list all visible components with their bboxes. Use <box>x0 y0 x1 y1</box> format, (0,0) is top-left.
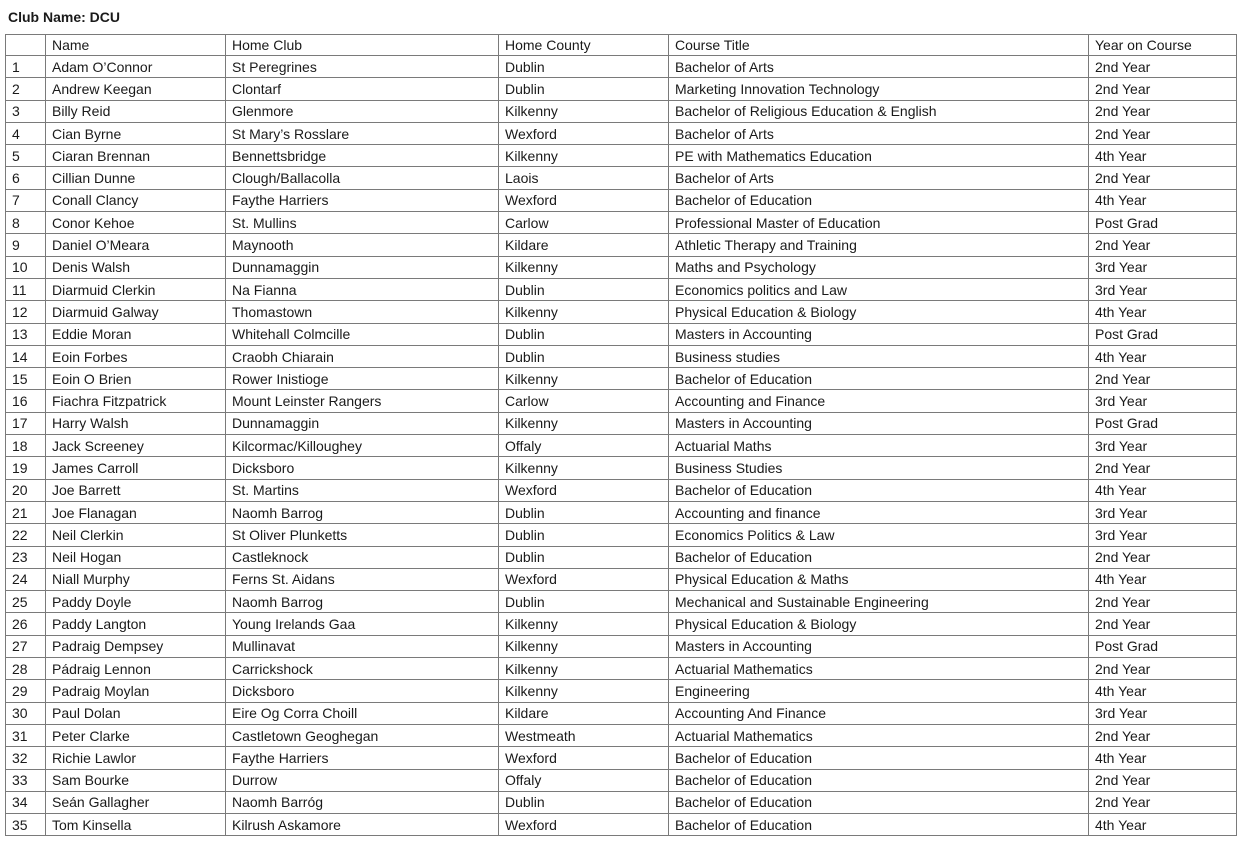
home-county-cell: Dublin <box>499 591 669 613</box>
course-title-cell: Bachelor of Education <box>669 368 1089 390</box>
row-number-cell: 22 <box>6 524 46 546</box>
table-row <box>6 100 1237 122</box>
table-row <box>6 345 1237 367</box>
home-county-cell: Laois <box>499 167 669 189</box>
home-club-cell: Young Irelands Gaa <box>226 613 499 635</box>
year-on-course-cell: 2nd Year <box>1089 78 1237 100</box>
home-county-cell: Kilkenny <box>499 412 669 434</box>
course-title-cell: Marketing Innovation Technology <box>669 78 1089 100</box>
year-on-course-cell: 2nd Year <box>1089 769 1237 791</box>
player-name-cell: Eddie Moran <box>46 323 226 345</box>
home-club-cell: Dicksboro <box>226 680 499 702</box>
row-number-cell: 35 <box>6 814 46 836</box>
course-title-cell: Masters in Accounting <box>669 412 1089 434</box>
table-row <box>6 122 1237 144</box>
row-number-cell: 12 <box>6 301 46 323</box>
player-name-cell: Neil Hogan <box>46 546 226 568</box>
course-title-cell: Mechanical and Sustainable Engineering <box>669 591 1089 613</box>
player-name-cell: Conall Clancy <box>46 189 226 211</box>
course-title-cell: Bachelor of Education <box>669 189 1089 211</box>
course-title-cell: Actuarial Mathematics <box>669 724 1089 746</box>
table-row <box>6 256 1237 278</box>
player-name-cell: Cillian Dunne <box>46 167 226 189</box>
year-on-course-cell: 2nd Year <box>1089 56 1237 78</box>
table-row <box>6 189 1237 211</box>
course-title-cell: Accounting and Finance <box>669 390 1089 412</box>
player-name-cell: Andrew Keegan <box>46 78 226 100</box>
header-home-county: Home County <box>499 35 669 56</box>
player-name-cell: Cian Byrne <box>46 122 226 144</box>
year-on-course-cell: 3rd Year <box>1089 256 1237 278</box>
year-on-course-cell: 2nd Year <box>1089 368 1237 390</box>
year-on-course-cell: 4th Year <box>1089 145 1237 167</box>
home-county-cell: Dublin <box>499 278 669 300</box>
player-name-cell: Pádraig Lennon <box>46 658 226 680</box>
club-name-title: Club Name: DCU <box>8 9 121 25</box>
course-title-cell: Accounting and finance <box>669 501 1089 523</box>
row-number-cell: 34 <box>6 791 46 813</box>
table-row <box>6 769 1237 791</box>
table-row <box>6 791 1237 813</box>
row-number-cell: 13 <box>6 323 46 345</box>
home-county-cell: Kildare <box>499 702 669 724</box>
home-county-cell: Kilkenny <box>499 613 669 635</box>
header-course-title: Course Title <box>669 35 1089 56</box>
row-number-cell: 1 <box>6 56 46 78</box>
row-number-cell: 31 <box>6 724 46 746</box>
player-name-cell: Niall Murphy <box>46 568 226 590</box>
course-title-cell: Bachelor of Education <box>669 814 1089 836</box>
player-name-cell: Diarmuid Galway <box>46 301 226 323</box>
home-county-cell: Dublin <box>499 546 669 568</box>
header-name: Name <box>46 35 226 56</box>
player-name-cell: Tom Kinsella <box>46 814 226 836</box>
year-on-course-cell: 4th Year <box>1089 301 1237 323</box>
home-county-cell: Kilkenny <box>499 658 669 680</box>
home-county-cell: Wexford <box>499 479 669 501</box>
home-club-cell: Craobh Chiarain <box>226 345 499 367</box>
row-number-cell: 33 <box>6 769 46 791</box>
row-number-cell: 2 <box>6 78 46 100</box>
table-row <box>6 278 1237 300</box>
table-row <box>6 412 1237 434</box>
course-title-cell: Business studies <box>669 345 1089 367</box>
table-row <box>6 390 1237 412</box>
home-county-cell: Dublin <box>499 345 669 367</box>
home-county-cell: Wexford <box>499 814 669 836</box>
player-name-cell: Peter Clarke <box>46 724 226 746</box>
year-on-course-cell: 3rd Year <box>1089 278 1237 300</box>
table-row <box>6 546 1237 568</box>
home-club-cell: Eire Og Corra Choill <box>226 702 499 724</box>
home-county-cell: Wexford <box>499 122 669 144</box>
header-year-on-course: Year on Course <box>1089 35 1237 56</box>
course-title-cell: Bachelor of Education <box>669 747 1089 769</box>
home-club-cell: Dicksboro <box>226 457 499 479</box>
player-name-cell: Sam Bourke <box>46 769 226 791</box>
course-title-cell: Physical Education & Biology <box>669 301 1089 323</box>
table-row <box>6 568 1237 590</box>
table-row <box>6 234 1237 256</box>
table-row <box>6 368 1237 390</box>
course-title-cell: Athletic Therapy and Training <box>669 234 1089 256</box>
home-club-cell: Mullinavat <box>226 635 499 657</box>
course-title-cell: Business Studies <box>669 457 1089 479</box>
home-club-cell: Glenmore <box>226 100 499 122</box>
home-county-cell: Dublin <box>499 501 669 523</box>
course-title-cell: Bachelor of Education <box>669 791 1089 813</box>
year-on-course-cell: Post Grad <box>1089 212 1237 234</box>
table-row <box>6 814 1237 836</box>
course-title-cell: Bachelor of Arts <box>669 56 1089 78</box>
header-number <box>6 35 46 56</box>
home-club-cell: Naomh Barróg <box>226 791 499 813</box>
player-name-cell: Adam O’Connor <box>46 56 226 78</box>
home-county-cell: Dublin <box>499 323 669 345</box>
course-title-cell: Economics Politics & Law <box>669 524 1089 546</box>
home-club-cell: Faythe Harriers <box>226 747 499 769</box>
home-club-cell: Na Fianna <box>226 278 499 300</box>
table-row <box>6 591 1237 613</box>
year-on-course-cell: 3rd Year <box>1089 435 1237 457</box>
year-on-course-cell: 2nd Year <box>1089 122 1237 144</box>
player-name-cell: Jack Screeney <box>46 435 226 457</box>
home-county-cell: Wexford <box>499 568 669 590</box>
year-on-course-cell: Post Grad <box>1089 635 1237 657</box>
row-number-cell: 20 <box>6 479 46 501</box>
course-title-cell: Bachelor of Education <box>669 479 1089 501</box>
course-title-cell: Bachelor of Arts <box>669 122 1089 144</box>
home-club-cell: Castleknock <box>226 546 499 568</box>
year-on-course-cell: 4th Year <box>1089 189 1237 211</box>
year-on-course-cell: 3rd Year <box>1089 702 1237 724</box>
row-number-cell: 19 <box>6 457 46 479</box>
home-county-cell: Carlow <box>499 212 669 234</box>
home-county-cell: Wexford <box>499 747 669 769</box>
year-on-course-cell: 2nd Year <box>1089 100 1237 122</box>
player-name-cell: Padraig Moylan <box>46 680 226 702</box>
row-number-cell: 18 <box>6 435 46 457</box>
home-county-cell: Kilkenny <box>499 457 669 479</box>
home-county-cell: Wexford <box>499 189 669 211</box>
table-row <box>6 212 1237 234</box>
player-name-cell: Padraig Dempsey <box>46 635 226 657</box>
course-title-cell: Professional Master of Education <box>669 212 1089 234</box>
year-on-course-cell: 2nd Year <box>1089 724 1237 746</box>
course-title-cell: Bachelor of Education <box>669 769 1089 791</box>
course-title-cell: Maths and Psychology <box>669 256 1089 278</box>
row-number-cell: 21 <box>6 501 46 523</box>
year-on-course-cell: 2nd Year <box>1089 591 1237 613</box>
row-number-cell: 14 <box>6 345 46 367</box>
home-club-cell: Castletown Geoghegan <box>226 724 499 746</box>
year-on-course-cell: 2nd Year <box>1089 234 1237 256</box>
player-name-cell: Fiachra Fitzpatrick <box>46 390 226 412</box>
row-number-cell: 16 <box>6 390 46 412</box>
year-on-course-cell: Post Grad <box>1089 323 1237 345</box>
home-county-cell: Offaly <box>499 769 669 791</box>
home-club-cell: Clontarf <box>226 78 499 100</box>
home-club-cell: St Mary’s Rosslare <box>226 122 499 144</box>
header-home-club: Home Club <box>226 35 499 56</box>
row-number-cell: 24 <box>6 568 46 590</box>
player-name-cell: Harry Walsh <box>46 412 226 434</box>
course-title-cell: Accounting And Finance <box>669 702 1089 724</box>
home-county-cell: Offaly <box>499 435 669 457</box>
row-number-cell: 25 <box>6 591 46 613</box>
home-club-cell: Dunnamaggin <box>226 412 499 434</box>
home-club-cell: Mount Leinster Rangers <box>226 390 499 412</box>
home-club-cell: St. Martins <box>226 479 499 501</box>
table-row <box>6 613 1237 635</box>
table-row <box>6 78 1237 100</box>
year-on-course-cell: 3rd Year <box>1089 390 1237 412</box>
course-title-cell: Actuarial Maths <box>669 435 1089 457</box>
row-number-cell: 6 <box>6 167 46 189</box>
row-number-cell: 29 <box>6 680 46 702</box>
row-number-cell: 23 <box>6 546 46 568</box>
home-club-cell: Thomastown <box>226 301 499 323</box>
home-club-cell: Clough/Ballacolla <box>226 167 499 189</box>
course-title-cell: Bachelor of Arts <box>669 167 1089 189</box>
row-number-cell: 7 <box>6 189 46 211</box>
course-title-cell: PE with Mathematics Education <box>669 145 1089 167</box>
home-club-cell: Naomh Barrog <box>226 501 499 523</box>
year-on-course-cell: 2nd Year <box>1089 546 1237 568</box>
home-county-cell: Kilkenny <box>499 368 669 390</box>
row-number-cell: 26 <box>6 613 46 635</box>
home-club-cell: Whitehall Colmcille <box>226 323 499 345</box>
year-on-course-cell: 4th Year <box>1089 345 1237 367</box>
home-county-cell: Kilkenny <box>499 635 669 657</box>
player-name-cell: Conor Kehoe <box>46 212 226 234</box>
player-name-cell: Paul Dolan <box>46 702 226 724</box>
year-on-course-cell: 3rd Year <box>1089 501 1237 523</box>
player-name-cell: Seán Gallagher <box>46 791 226 813</box>
year-on-course-cell: 2nd Year <box>1089 658 1237 680</box>
course-title-cell: Bachelor of Religious Education & English <box>669 100 1089 122</box>
row-number-cell: 5 <box>6 145 46 167</box>
year-on-course-cell: Post Grad <box>1089 412 1237 434</box>
home-club-cell: Carrickshock <box>226 658 499 680</box>
table-row <box>6 658 1237 680</box>
home-club-cell: St. Mullins <box>226 212 499 234</box>
row-number-cell: 30 <box>6 702 46 724</box>
row-number-cell: 4 <box>6 122 46 144</box>
table-row <box>6 323 1237 345</box>
table-row <box>6 167 1237 189</box>
course-title-cell: Physical Education & Maths <box>669 568 1089 590</box>
row-number-cell: 28 <box>6 658 46 680</box>
home-county-cell: Dublin <box>499 791 669 813</box>
row-number-cell: 17 <box>6 412 46 434</box>
player-name-cell: Neil Clerkin <box>46 524 226 546</box>
year-on-course-cell: 4th Year <box>1089 680 1237 702</box>
row-number-cell: 3 <box>6 100 46 122</box>
player-name-cell: Richie Lawlor <box>46 747 226 769</box>
home-county-cell: Dublin <box>499 56 669 78</box>
table-header-row <box>6 35 1237 56</box>
row-number-cell: 11 <box>6 278 46 300</box>
year-on-course-cell: 4th Year <box>1089 747 1237 769</box>
home-club-cell: Faythe Harriers <box>226 189 499 211</box>
year-on-course-cell: 2nd Year <box>1089 613 1237 635</box>
row-number-cell: 15 <box>6 368 46 390</box>
home-club-cell: Naomh Barrog <box>226 591 499 613</box>
home-club-cell: Kilcormac/Killoughey <box>226 435 499 457</box>
table-row <box>6 457 1237 479</box>
row-number-cell: 9 <box>6 234 46 256</box>
home-county-cell: Kilkenny <box>499 100 669 122</box>
player-name-cell: Billy Reid <box>46 100 226 122</box>
player-name-cell: Paddy Langton <box>46 613 226 635</box>
table-body <box>6 56 1237 836</box>
table-row <box>6 635 1237 657</box>
year-on-course-cell: 3rd Year <box>1089 524 1237 546</box>
home-club-cell: Dunnamaggin <box>226 256 499 278</box>
player-name-cell: Diarmuid Clerkin <box>46 278 226 300</box>
home-club-cell: Kilrush Askamore <box>226 814 499 836</box>
home-county-cell: Kilkenny <box>499 680 669 702</box>
course-title-cell: Masters in Accounting <box>669 635 1089 657</box>
home-club-cell: Maynooth <box>226 234 499 256</box>
player-name-cell: Joe Barrett <box>46 479 226 501</box>
row-number-cell: 8 <box>6 212 46 234</box>
table-row <box>6 56 1237 78</box>
player-name-cell: Ciaran Brennan <box>46 145 226 167</box>
player-name-cell: Eoin Forbes <box>46 345 226 367</box>
course-title-cell: Actuarial Mathematics <box>669 658 1089 680</box>
player-name-cell: James Carroll <box>46 457 226 479</box>
home-county-cell: Dublin <box>499 78 669 100</box>
home-club-cell: St Oliver Plunketts <box>226 524 499 546</box>
table-row <box>6 501 1237 523</box>
table-row <box>6 724 1237 746</box>
player-roster-table <box>5 34 1237 836</box>
year-on-course-cell: 2nd Year <box>1089 457 1237 479</box>
home-club-cell: Ferns St. Aidans <box>226 568 499 590</box>
year-on-course-cell: 4th Year <box>1089 814 1237 836</box>
table-row <box>6 479 1237 501</box>
player-name-cell: Paddy Doyle <box>46 591 226 613</box>
player-name-cell: Eoin O Brien <box>46 368 226 390</box>
course-title-cell: Engineering <box>669 680 1089 702</box>
player-name-cell: Daniel O’Meara <box>46 234 226 256</box>
home-county-cell: Westmeath <box>499 724 669 746</box>
year-on-course-cell: 4th Year <box>1089 479 1237 501</box>
year-on-course-cell: 2nd Year <box>1089 167 1237 189</box>
player-name-cell: Denis Walsh <box>46 256 226 278</box>
player-name-cell: Joe Flanagan <box>46 501 226 523</box>
row-number-cell: 32 <box>6 747 46 769</box>
table-row <box>6 435 1237 457</box>
table-row <box>6 680 1237 702</box>
course-title-cell: Economics politics and Law <box>669 278 1089 300</box>
home-club-cell: St Peregrines <box>226 56 499 78</box>
home-county-cell: Kilkenny <box>499 301 669 323</box>
home-county-cell: Kilkenny <box>499 256 669 278</box>
row-number-cell: 10 <box>6 256 46 278</box>
year-on-course-cell: 2nd Year <box>1089 791 1237 813</box>
home-club-cell: Durrow <box>226 769 499 791</box>
row-number-cell: 27 <box>6 635 46 657</box>
year-on-course-cell: 4th Year <box>1089 568 1237 590</box>
home-county-cell: Carlow <box>499 390 669 412</box>
table-row <box>6 301 1237 323</box>
home-county-cell: Dublin <box>499 524 669 546</box>
home-club-cell: Bennettsbridge <box>226 145 499 167</box>
course-title-cell: Masters in Accounting <box>669 323 1089 345</box>
table-row <box>6 747 1237 769</box>
course-title-cell: Physical Education & Biology <box>669 613 1089 635</box>
home-county-cell: Kildare <box>499 234 669 256</box>
table-row <box>6 524 1237 546</box>
course-title-cell: Bachelor of Education <box>669 546 1089 568</box>
home-county-cell: Kilkenny <box>499 145 669 167</box>
table-row <box>6 145 1237 167</box>
table-row <box>6 702 1237 724</box>
home-club-cell: Rower Inistioge <box>226 368 499 390</box>
